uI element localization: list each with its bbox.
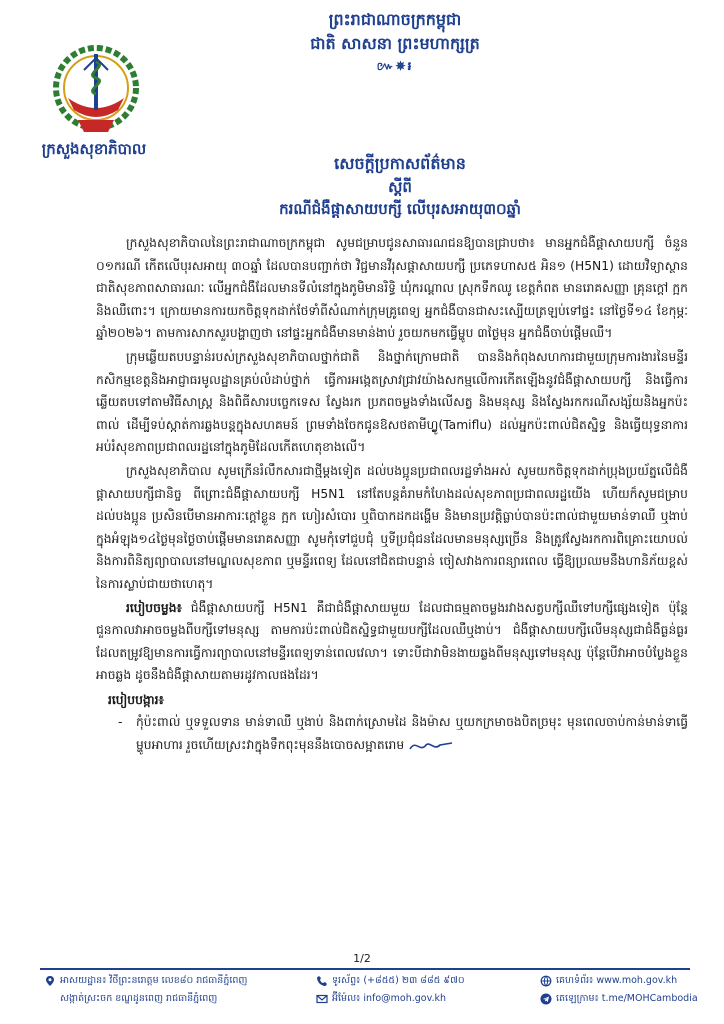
kingdom-line-2: ជាតិ សាសនា ព្រះមហាក្សត្រ (310, 34, 480, 53)
email-address[interactable]: អ៊ីម៉ែល៖ info@moh.gov.kh (332, 993, 447, 1004)
address-line-2: សង្កាត់ស្រះចក ខណ្ឌដូនពេញ រាជធានីភ្នំពេញ (60, 993, 218, 1004)
ornament: ៚✵៛ (376, 59, 414, 73)
bullet-text: កុំប៉ះពាល់ ឬទទួលទាន មាន់ទាឈឺ ឬងាប់ និងពាក់ស្រោមដៃ និងម៉ាស ឬយកក្រមាចងបិតច្រមុះ មុនពេលចាប់កាន់មាន់ទាធ្វើម្ហូបអាហារ រួចហើយស្រះវាក្នុងទឹកពុះមុននឹងបោចសម្អាតរោម (136, 715, 688, 753)
telegram-link[interactable]: តេឡេក្រាម៖ t.me/MOHCambodia (556, 993, 698, 1004)
phone-icon (316, 975, 328, 987)
page-number: 1/2 (353, 952, 371, 965)
transmission-paragraph (96, 597, 688, 687)
footer-web (540, 972, 720, 1008)
prevention-bullet-1 (118, 711, 688, 756)
footer-divider (40, 968, 690, 970)
bullet-dash: - (118, 715, 123, 730)
document-title-block (190, 152, 610, 220)
phone-number: ទូរស័ព្ទ៖ (+៨៥៥) ២៣ ៨៨៥ ៩៧០ (332, 975, 465, 986)
telegram-icon (540, 993, 552, 1005)
address-line-1: អាសយដ្ឋាន៖ វិថីព្រះនរោត្តម លេខ៨០ រាជធានីភ្នំពេញ (60, 975, 248, 986)
email-icon (316, 993, 328, 1005)
ministry-logo (48, 40, 144, 140)
transmission-label: របៀបចម្លង៖ (126, 600, 182, 615)
initials-signature (408, 739, 454, 753)
footer-contact (316, 972, 496, 1008)
document-title: សេចក្តីប្រកាសព័ត៌មាន (334, 154, 466, 173)
paragraph-1: ក្រសួងសុខាភិបាលនៃព្រះរាជាណាចក្រកម្ពុជា សូមជម្រាបជូនសាធារណជនឱ្យបានជ្រាបថា៖ មានអ្នកជំងឺផ្តាសាយបក្សី ចំនួន ០១ករណី កើតលើបុរសអាយុ ៣០ឆ្នាំ ដែលបានបញ្ជាក់ថា វិជ្ជមានវីរុសផ្តាសាយបក្សី ប្រភេទហាស៥ អិន១ (H5N1) ដោយវិទ្យាស្ថានជាតិសុខភាពសាធារណៈ លើអ្នកជំងឺដែលមានទីលំនៅក្នុងភូមិមានរិទ្ធិ ឃុំករណ្តាល ស្រុកទឹកឈូ ខេត្តកំពត មានរោគសញ្ញា គ្រុនក្តៅ ក្អក និងឈឺពោះ។ ក្រោយមានការយកចិត្តទុកដាក់ថែទាំពីសំណាក់ក្រុមគ្រូពេទ្យ អ្នកជំងឺបានជាសះស្បើយត្រឡប់ទៅផ្ទះ នៅថ្ងៃទី១៤ ខែកុម្ភៈ ឆ្នាំ២០២៦។ តាមការសាកសួរបង្ហាញថា នៅផ្ទះអ្នកជំងឺមានមាន់ងាប់ រួចយកមកធ្វើម្ហូប ៣ថ្ងៃមុន អ្នកជំងឺចាប់ផ្តើមឈឺ។ (96, 236, 688, 341)
kingdom-line-1: ព្រះរាជាណាចក្រកម្ពុជា (328, 10, 462, 29)
paragraph-2: ក្រុមឆ្លើយតបបន្ទាន់របស់ក្រសួងសុខាភិបាលថ្នាក់ជាតិ និងថ្នាក់ក្រោមជាតិ បាននិងកំពុងសហការជាមួយក្រុមការងារនៃមន្ទីរកសិកម្មខេត្តនិងអាជ្ញាធរមូលដ្ឋានគ្រប់លំដាប់ថ្នាក់ ធ្វើការអង្កេតស្រាវជ្រាវយ៉ាងសកម្មលើការកើតឡើងនូវជំងឺផ្តាសាយបក្សី និងធ្វើការឆ្លើយតបទៅតាមវិធីសាស្ត្រ និងពិធីសារបច្ចេកទេស ស្វែងរក ប្រភពចម្លងទាំងលើសត្វ និងមនុស្ស និងស្វែងរកករណីសង្ស័យនិងអ្នកប៉ះពាល់ ដើម្បីទប់ស្កាត់ការឆ្លងបន្តក្នុងសហគមន៍ ព្រមទាំងចែកជូនឱសថតាមីហ្វ្លូ(Tamiflu) ដល់អ្នកប៉ះពាល់ជិតស្និទ្ធ និងធ្វើយុទ្ធនាការអប់រំសុខភាពប្រជាពលរដ្ឋនៅក្នុងភូមិដែលកើតហេតុខាងលើ។ (96, 349, 688, 455)
document-subject: ករណីជំងឺផ្តាសាយបក្សី លើបុរសអាយុ៣០ឆ្នាំ (279, 200, 521, 218)
paragraph-3: ក្រសួងសុខាភិបាល សូមក្រើនរំលឹកសារជាថ្មីម្តងទៀត ដល់បងប្អូនប្រជាពលរដ្ឋទាំងអស់ សូមយកចិត្តទុកដាក់ប្រុងប្រយ័ត្នលើជំងឺផ្តាសាយបក្សីជានិច្ច ពីព្រោះជំងឺផ្តាសាយបក្សី H5N1 នៅតែបន្តគំរាមកំហែងដល់សុខភាពប្រជាពលរដ្ឋយើង ហើយក៏សូមជម្រាបដល់បងប្អូន ប្រសិនបើមានអាការៈក្តៅខ្លួន ក្អក ហៀរសំបោរ ឬពិបាកដកដង្ហើម និងមានប្រវត្តិធ្លាប់បានប៉ះពាល់ជាមួយមាន់ទាឈឺ ឬងាប់ក្នុងអំឡុង១៤ថ្ងៃមុនថ្ងៃចាប់ផ្តើមមានរោគសញ្ញា សូមកុំទៅជួបជុំ ឬទីប្រជុំជនដែលមានមនុស្សច្រើន និងត្រូវស្វែងរកការពិគ្រោះយោបល់ និងការពិនិត្យព្យាបាលនៅមណ្ឌលសុខភាព ឬមន្ទីរពេទ្យ ដែលនៅជិតជាបន្ទាន់ ចៀសវាងការពន្យារពេល ធ្វើឱ្យប្រឈមនឹងហានិភ័យខ្ពស់នៃការស្លាប់ជាយថាហេតុ។ (96, 463, 688, 591)
transmission-text: ជំងឺផ្តាសាយបក្សី H5N1 គឺជាជំងឺផ្តាសាយមួយ ដែលជាធម្មតាចម្លងរវាងសត្វបក្សីឈឺទៅបក្សីផ្សេងទៀត ប៉ុន្តែជួនកាលវាអាចចម្លងពីបក្សីទៅមនុស្ស តាមការប៉ះពាល់ជិតស្និទ្ធជាមួយបក្សីដែលឈឺឬងាប់។ ជំងឺផ្តាសាយបក្សីលើមនុស្សជាជំងឺធ្ងន់ធ្ងរ ដែលតម្រូវឱ្យមានការធ្វើការព្យាបាលនៅមន្ទីរពេទ្យទាន់ពេលវេលា។ ទោះបីជាវាមិនងាយឆ្លងពីមនុស្សទៅមនុស្ស ប៉ុន្តែបើវាអាចបំប្លែងខ្លួនអាចឆ្លង ដូចនឹងជំងឺផ្តាសាយតាមរដូវកាលផងដែរ។ (96, 600, 688, 683)
document-subtitle-about: ស្តីពី (388, 178, 412, 196)
website-link[interactable]: គេហទំព័រ៖ www.moh.gov.kh (556, 975, 678, 986)
footer-address (44, 972, 274, 1008)
ministry-name: ក្រសួងសុខាភិបាល (41, 140, 147, 158)
location-icon (44, 975, 56, 987)
kingdom-motto (230, 8, 560, 76)
prevention-heading: របៀបបង្ការ៖ (108, 692, 164, 707)
globe-icon (540, 975, 552, 987)
document-body (96, 232, 688, 757)
